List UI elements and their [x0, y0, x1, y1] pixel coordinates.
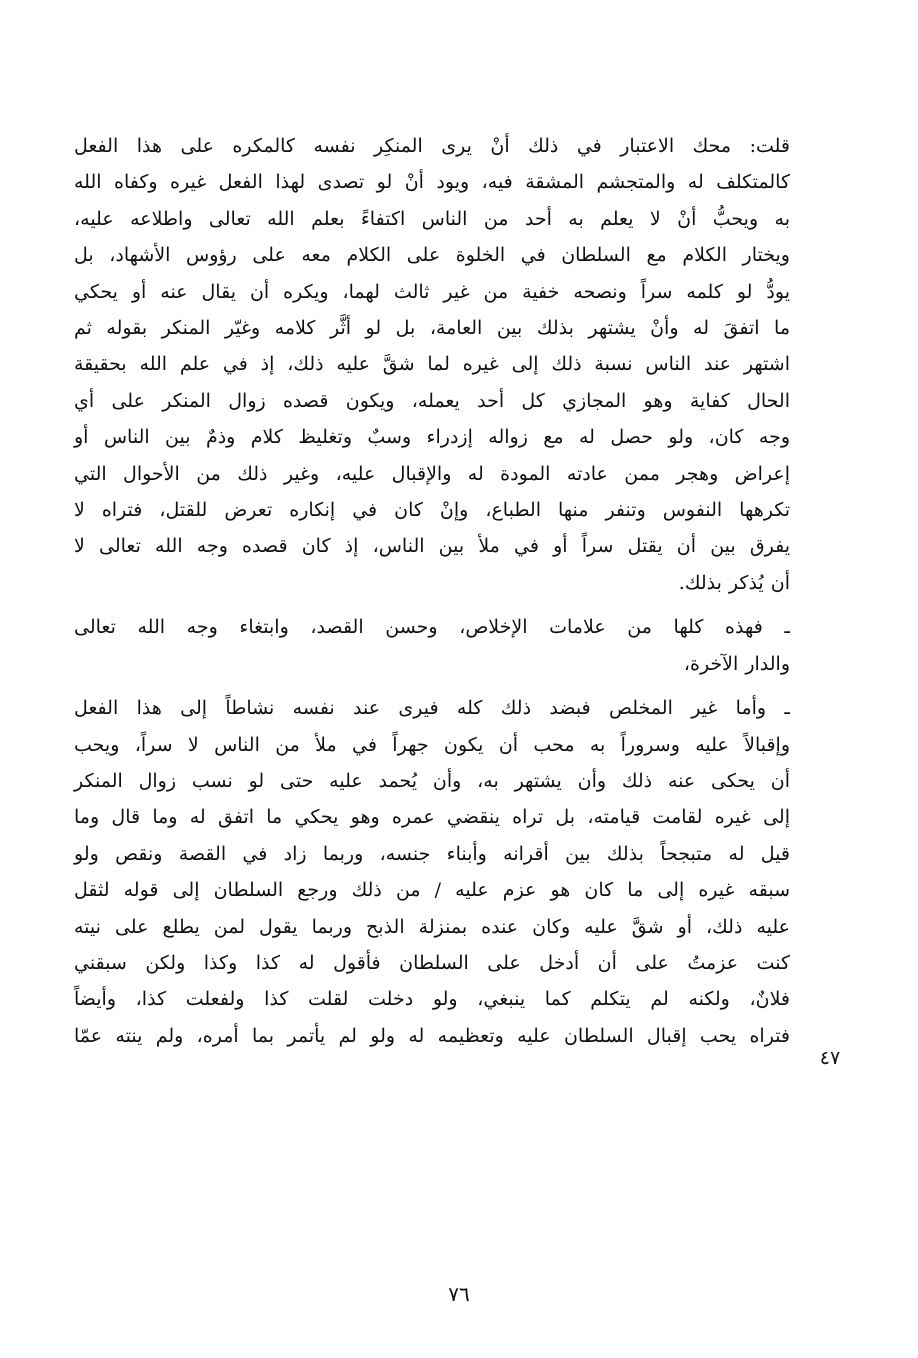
text-line: وإقبالاً عليه وسروراً به محب أن يكون جهراً في ملأ من الناس لا سراً، ويحب [74, 733, 790, 756]
text-line: ويختار الكلام مع السلطان في الخلوة على الكلام معه على رؤوس الأشهاد، بل [74, 244, 790, 267]
text-line: أن يحكى عنه ذلك وأن يشتهر به، وأن يُحمد عليه حتى لو نسب زوال المنكر [74, 769, 790, 792]
margin-folio-number: ٤٧ [819, 1047, 841, 1069]
text-line: قيل له متبجحاً بذلك بين أقرانه وأبناء جنسه، وربما زاد في القصة ونقص ولو [74, 842, 790, 865]
text-line: إلى غيره لقامت قيامته، بل تراه ينقضي عمره وهو يحكي ما اتفق له وما قال وما [74, 806, 790, 829]
text-line: كالمتكلف له والمتجشم المشقة فيه، ويود أنْ لو تصدى لهذا الفعل غيره وكفاه الله [74, 171, 790, 194]
paragraph-2 [74, 609, 790, 682]
text-line: اشتهر عند الناس نسبة ذلك إلى غيره لما شقَّ عليه ذلك، إذ في علم الله بحقيقة [74, 353, 790, 376]
text-line: والدار الآخرة، [683, 652, 790, 675]
page-number: ٧٦ [448, 1282, 470, 1306]
text-line: وجه كان، ولو حصل له مع زواله إزدراء وسبٌ وتغليظ كلام وذمٌ بين الناس أو [74, 426, 790, 449]
text-line: قلت: محك الاعتبار في ذلك أنْ يرى المنكِر نفسه كالمكره على هذا الفعل [74, 135, 790, 157]
text-line: الحال كفاية وهو المجازي كل أحد يعمله، ويكون قصده زوال المنكر على أي [74, 389, 790, 412]
text-line: تكرهها النفوس وتنفر منها الطباع، وإنْ كان في إنكاره تعرض للقتل، فتراه لا [74, 499, 790, 522]
paragraph-1 [74, 128, 790, 601]
text-line: ـ فهذه كلها من علامات الإخلاص، وحسن القصد، وابتغاء وجه الله تعالى [74, 616, 790, 639]
text-line: كنت عزمتُ على أن أدخل على السلطان فأقول له كذا وكذا ولكن سبقني [74, 951, 790, 974]
text-line: فتراه يحب إقبال السلطان عليه وتعظيمه له ولو لم يأتمر بما أمره، ولم ينته عمّا [74, 1024, 790, 1047]
text-line: سبقه غيره إلى ما كان هو عزم عليه / من ذلك ورجع السلطان إلى قوله لثقل [74, 879, 790, 902]
text-line: به ويحبُّ أنْ لا يعلم به أحد من الناس اكتفاءً بعلم الله تعالى واطلاعه عليه، [74, 207, 790, 230]
text-line: إعراض وهجر ممن عادته المودة له والإقبال عليه، وغير ذلك من الأحوال التي [74, 462, 790, 485]
body-text [74, 128, 790, 1054]
text-line: يودُّ لو كلمه سراً ونصحه خفية من غير ثالث لهما، ويكره أن يقال عنه أو يحكي [74, 280, 790, 303]
text-line: يفرق بين أن يقتل سراً أو في ملأ بين الناس، إذ كان قصده وجه الله تعالى لا [74, 535, 790, 558]
text-line: ما اتفقَ له وأنْ يشتهر بذلك بين العامة، بل لو أثَّر كلامه وغيّر المنكر بقوله ثم [74, 317, 790, 340]
text-line: فلانٌ، ولكنه لم يتكلم كما ينبغي، ولو دخلت لقلت كذا ولفعلت كذا، وأيضاً [74, 988, 790, 1011]
text-line: عليه ذلك، أو شقَّ عليه وكان عنده بمنزلة الذبح وربما يقول لمن يطلع على نيته [74, 915, 790, 938]
paragraph-3 [74, 690, 790, 1054]
text-line: ـ وأما غير المخلص فبضد ذلك كله فيرى عند نفسه نشاطاً إلى هذا الفعل [74, 697, 790, 720]
text-line: أن يُذكر بذلك. [678, 571, 790, 594]
